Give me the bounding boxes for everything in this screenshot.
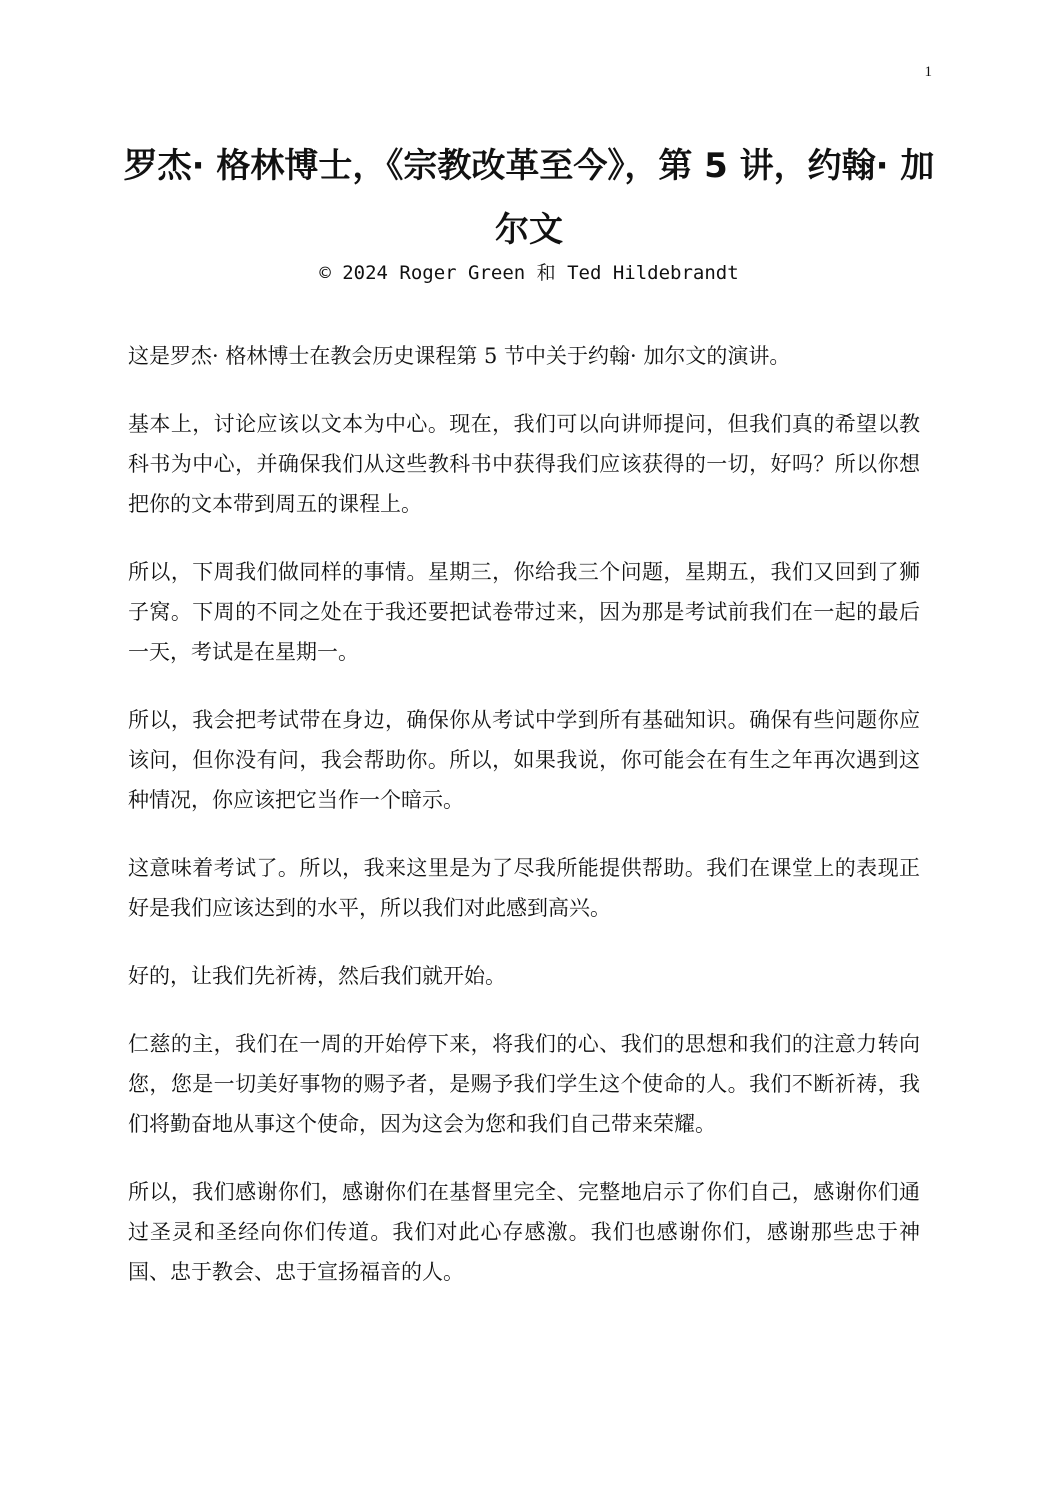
page-number: 1 bbox=[924, 64, 932, 80]
paragraph: 所以，下周我们做同样的事情。星期三，你给我三个问题，星期五，我们又回到了狮子窝。下周的不同之处在于我还要把试卷带过来，因为那是考试前我们在一起的最后一天，考试是在星期一。 bbox=[128, 560, 920, 664]
copyright-line: © 2024 Roger Green 和 Ted Hildebrandt bbox=[319, 262, 739, 284]
document-body bbox=[128, 336, 920, 1320]
document-title: 罗杰· 格林博士，《宗教改革至今》，第 5 讲，约翰· 加尔文 bbox=[123, 146, 935, 250]
paragraph: 所以，我们感谢你们，感谢你们在基督里完全、完整地启示了你们自己，感谢你们通过圣灵和圣经向你们传道。我们对此心存感激。我们也感谢你们，感谢那些忠于神国、忠于教会、忠于宣扬福音的人。 bbox=[128, 1180, 920, 1284]
paragraph: 好的，让我们先祈祷，然后我们就开始。 bbox=[128, 964, 506, 988]
paragraph: 这意味着考试了。所以，我来这里是为了尽我所能提供帮助。我们在课堂上的表现正好是我们应该达到的水平，所以我们对此感到高兴。 bbox=[128, 856, 920, 920]
paragraph: 仁慈的主，我们在一周的开始停下来，将我们的心、我们的思想和我们的注意力转向您，您是一切美好事物的赐予者，是赐予我们学生这个使命的人。我们不断祈祷，我们将勤奋地从事这个使命，因为这会为您和我们自己带来荣耀。 bbox=[128, 1032, 920, 1136]
paragraph: 所以，我会把考试带在身边，确保你从考试中学到所有基础知识。确保有些问题你应该问，但你没有问，我会帮助你。所以，如果我说，你可能会在有生之年再次遇到这种情况，你应该把它当作一个暗示。 bbox=[128, 708, 920, 812]
paragraph: 这是罗杰· 格林博士在教会历史课程第 5 节中关于约翰· 加尔文的演讲。 bbox=[128, 344, 791, 368]
paragraph: 基本上，讨论应该以文本为中心。现在，我们可以向讲师提问，但我们真的希望以教科书为中心，并确保我们从这些教科书中获得我们应该获得的一切，好吗？所以你想把你的文本带到周五的课程上。 bbox=[128, 412, 920, 516]
